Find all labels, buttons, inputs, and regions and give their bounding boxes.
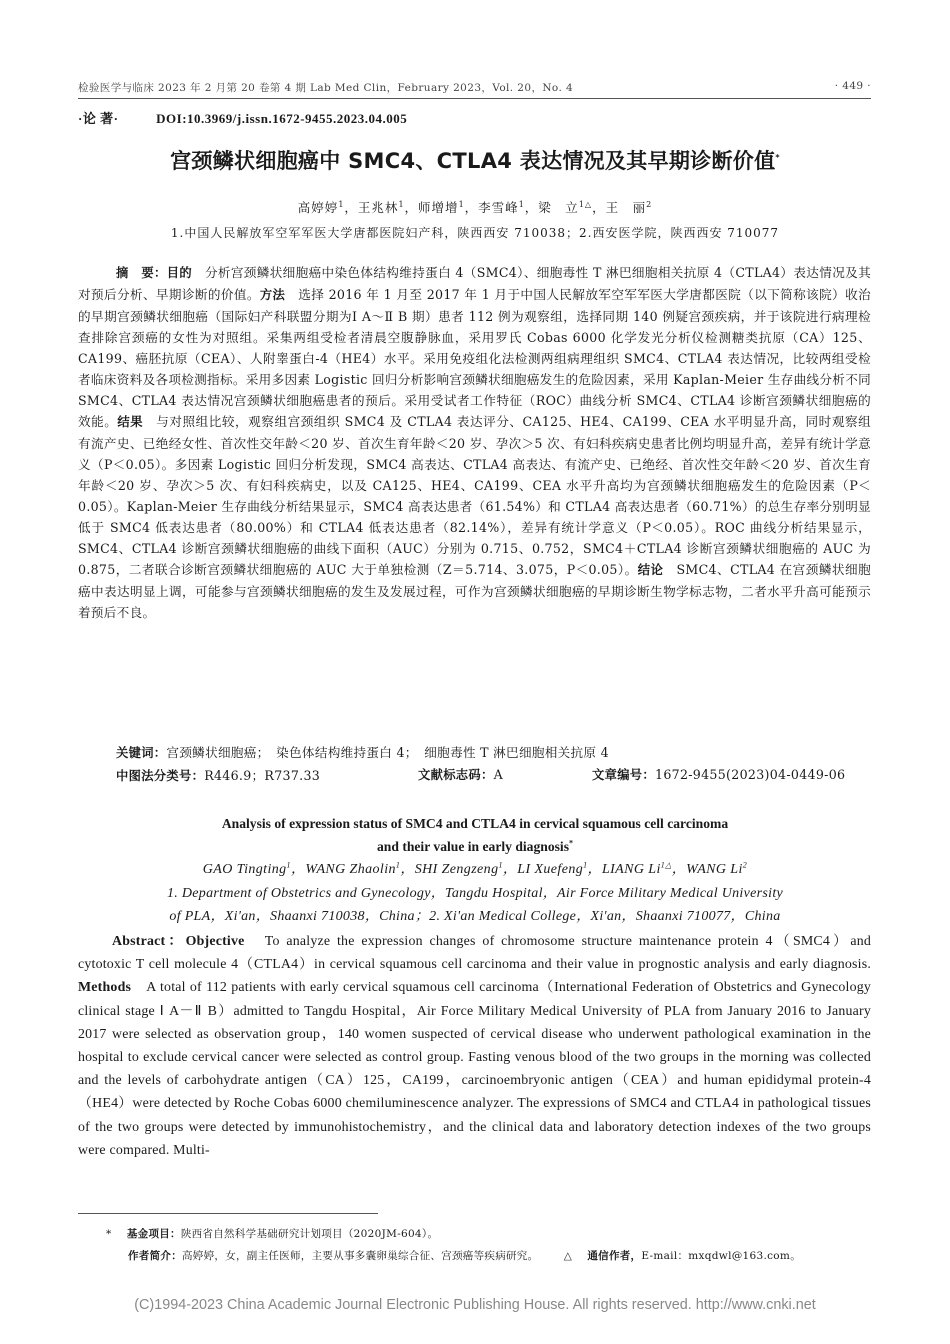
affiliation-english-line-1: 1. Department of Obstetrics and Gynecology，Tangdu Hospital，Air Force Military Medical University — [166, 886, 784, 901]
copyright-watermark: (C)1994-2023 China Academic Journal Electronic Publishing House. All rights reserved. http://www.cnki.net — [134, 1297, 816, 1313]
author-cn: 高婷婷$^1$ — [297, 199, 345, 215]
results-cn-text: 与对照组比较，观察组宫颈组织 SMC4 及 CTLA4 表达评分、CA125、HE4、CA199、CEA 水平明显升高，同时观察组有流产史、已绝经女性、首次性交年龄＜20 岁、首次生育年龄＜20 岁、孕次＞5 次、有妇科疾病史患者比例均明显升高，差异有统计学意义（P＜0.05）。多因素 Logistic 回归分析发现，SMC4 高表达、CTLA4 高表达、有流产史、已绝经、首次性交年龄＜20 岁、首次生育年龄＜20 岁、孕次＞5 次、有妇科疾病史，以及 CA125、HE4、CA199、CEA 水平升高均为宫颈鳞状细胞癌发生的危险因素（P＜0.05）。Kaplan-Meier 生存曲线分析结果显示，SMC4 高表达患者（61.54%）和 CTLA4 高表达患者（60.71%）的总生存率分别明显低于 SMC4 低表达患者（80.00%）和 CTLA4 低表达患者（82.14%），差异有统计学意义（P＜0.05）。ROC 曲线分析结果显示，SMC4、CTLA4 诊断宫颈鳞状细胞癌的曲线下面积（AUC）分别为 0.715、0.752，SMC4＋CTLA4 诊断宫颈鳞状细胞癌的 AUC 为 0.875，二者联合诊断宫颈鳞状细胞癌的 AUC 大于单独检测（Z＝5.714、3.075，P＜0.05）。 — [78, 414, 871, 577]
clc-block — [116, 765, 320, 784]
affiliation-english — [0, 882, 950, 928]
author-en: LIANG $Li^{1\triangle}$ — [601, 860, 672, 877]
corresponding-label: 通信作者， — [587, 1250, 642, 1262]
doc-code-label: 文献标志码： — [418, 768, 494, 782]
footnote-rule — [78, 1213, 378, 1214]
running-header — [78, 80, 871, 98]
fund-label: 基金项目： — [126, 1228, 181, 1240]
article-number-value: 1672-9455(2023)04-0449-06 — [655, 767, 846, 782]
classification-line — [116, 765, 871, 787]
keywords-text: 宫颈鳞状细胞癌； 染色体结构维持蛋白 4； 细胞毒性 T 淋巴细胞相关抗原 4 — [166, 745, 609, 760]
conclusion-cn-label: 结论 — [637, 563, 664, 577]
author-en: WANG Li$^2$ — [686, 860, 748, 877]
article-number-block — [592, 765, 845, 783]
objective-en-label: Objective — [185, 934, 245, 949]
author-cn: 梁 立$^{1\triangle}$ — [538, 199, 593, 215]
footnote-author — [128, 1248, 871, 1263]
methods-cn-text: 选择 2016 年 1 月至 2017 年 1 月于中国人民解放军空军军医大学唐都医院（以下简称该院）收治的早期宫颈鳞状细胞癌（国际妇产科联盟分期为Ⅰ A～Ⅱ B 期）患者 112 例为观察组，选择同期 140 例疑宫颈疾病，并于该院进行病理检查排除宫颈癌的女性为对照组。采集两组受检者清晨空腹静脉血，采用罗氏 Cobas 6000 化学发光分析仪检测糖类抗原（CA）125、CA199、癌胚抗原（CEA）、人附睾蛋白-4（HE4）水平。采用免疫组化法检测两组病理组织 SMC4、CTLA4 表达情况，比较两组受检者临床资料及各项检测指标。采用多因素 Logistic 回归分析影响宫颈鳞状细胞癌发生的危险因素，采用 Kaplan-Meier 生存曲线分析不同 SMC4、CTLA4 表达情况宫颈鳞状细胞癌患者的预后。采用受试者工作特征（ROC）曲线分析 SMC4、CTLA4 诊断宫颈鳞状细胞癌的效能。 — [78, 287, 872, 429]
title-chinese-text: 宫颈鳞状细胞癌中 SMC4、CTLA4 表达情况及其早期诊断价值 — [170, 149, 776, 173]
methods-en-text: A total of 112 patients with early cervical squamous cell carcinoma（International Federation of Obstetrics and Gynecology clinical stage Ⅰ A－Ⅱ B）admitted to Tangdu Hospital，Air Force Military Medical University of PLA from January 2016 to January 2017 were selected as observation group，140 women suspected of cervical disease who underwent pathological examination in the hospital to exclude cervical cancer were selected as control group. Fasting venous blood of the two groups in the morning was collected and the levels of carbohydrate antigen（CA）125，CA199，carcinoembryonic antigen（CEA）and human epididymal protein-4（HE4）were detected by Roche Cobas 6000 chemiluminescence analyzer. The expressions of SMC4 and CTLA4 in pathological tissues of the two groups were detected by immunohistochemistry，and the clinical data and laboratory detection indexes of the two groups were compared. Multi- — [78, 980, 871, 1158]
page-number: · 449 · — [834, 80, 871, 92]
clc-value: R446.9；R737.33 — [204, 768, 321, 783]
author-cn: 师增增$^1$ — [418, 199, 465, 215]
author-cn: 王兆林$^1$ — [357, 199, 405, 215]
abstract-english — [78, 930, 871, 1162]
title-english-line-2: and their value in early diagnosis* — [377, 838, 573, 854]
clc-label: 中图法分类号： — [116, 769, 205, 783]
title-english — [0, 812, 950, 858]
title-chinese — [0, 145, 950, 175]
abstract-en-head: Abstract： — [112, 934, 186, 949]
title-chinese-fund-mark: * — [775, 153, 780, 162]
fund-text: 陕西省自然科学基础研究计划项目（2020JM-604）。 — [180, 1228, 439, 1240]
corresponding-mark: △ — [563, 1250, 573, 1262]
objective-cn-text: 分析宫颈鳞状细胞癌中染色体结构维持蛋白 4（SMC4）、细胞毒性 T 淋巴细胞相关抗原 4（CTLA4）表达情况及其对预后分析、早期诊断的价值。 — [78, 265, 871, 302]
doc-code-value: A — [493, 767, 503, 782]
section-line — [78, 108, 407, 127]
author-bio-label: 作者简介： — [128, 1250, 182, 1262]
fund-mark: * — [106, 1228, 112, 1240]
section-label: ·论 著· — [78, 111, 119, 126]
results-cn-label: 结果 — [117, 415, 144, 429]
objective-cn-label: 目的 — [166, 266, 192, 280]
article-number-label: 文章编号： — [592, 768, 655, 782]
doi[interactable]: DOI:10.3969/j.issn.1672-9455.2023.04.005 — [156, 111, 408, 126]
author-en: WANG Zhaolin$^1$ — [305, 860, 401, 877]
doc-code-block — [418, 765, 503, 783]
author-en: GAO Tingting$^1$ — [202, 860, 291, 877]
methods-cn-label: 方法 — [259, 288, 286, 302]
methods-en-label: Methods — [78, 980, 132, 996]
header-rule — [78, 98, 871, 99]
objective-en-text: To analyze the expression changes of chromosome structure maintenance protein 4（SMC4）and cytotoxic T cell molecule 4（CTLA4）in cervical squamous cell carcinoma and their value in prognostic analysis and early diagnosis. — [78, 934, 871, 973]
affiliation-chinese: 1.中国人民解放军空军军医大学唐都医院妇产科，陕西西安 710038；2.西安医学院，陕西西安 710077 — [170, 226, 780, 240]
author-en: SHI Zengzeng$^1$ — [414, 860, 503, 877]
abstract-cn-head: 摘 要： — [116, 266, 167, 280]
authors-chinese: 高婷婷$^1$，王兆林$^1$，师增增$^1$，李雪峰$^1$，梁 立$^{1\triangle}$，王 丽$^2$ — [297, 199, 653, 215]
author-bio-text: 高婷婷，女，副主任医师，主要从事多囊卵巢综合征、宫颈癌等疾病研究。 — [182, 1250, 539, 1262]
conclusion-cn-text: SMC4、CTLA4 在宫颈鳞状细胞癌中表达明显上调，可能参与宫颈鳞状细胞癌的发生及发展过程，可作为宫颈鳞状细胞癌的早期诊断生物学标志物，二者水平升高可能预示着预后不良。 — [78, 562, 871, 620]
corresponding-email[interactable]: E-mail：mxqdwl@163.com。 — [641, 1250, 801, 1262]
keywords-label: 关键词： — [116, 746, 167, 760]
affiliation-english-line-2: of PLA，Xi'an，Shaanxi 710038，China；2. Xi'an Medical College，Xi'an，Shaanxi 710077，China — [169, 909, 781, 924]
title-english-line-1: Analysis of expression status of SMC4 and CTLA4 in cervical squamous cell carcinoma — [221, 816, 729, 831]
author-cn: 李雪峰$^1$ — [478, 199, 525, 215]
abstract-chinese — [78, 262, 871, 623]
journal-citation: 检验医学与临床 2023 年 2 月第 20 卷第 4 期 Lab Med Clin，February 2023，Vol. 20，No. 4 — [78, 82, 574, 94]
author-en: LI Xuefeng$^1$ — [517, 860, 588, 877]
footnote-fund — [106, 1226, 438, 1241]
author-cn: 王 丽$^2$ — [605, 199, 653, 215]
keywords-chinese — [116, 742, 871, 764]
authors-english: GAO Tingting$^1$，WANG Zhaolin$^1$，SHI Zengzeng$^1$，LI Xuefeng$^1$，LIANG $Li^{1\triangle}$，WANG Li$^2$ — [202, 860, 748, 877]
